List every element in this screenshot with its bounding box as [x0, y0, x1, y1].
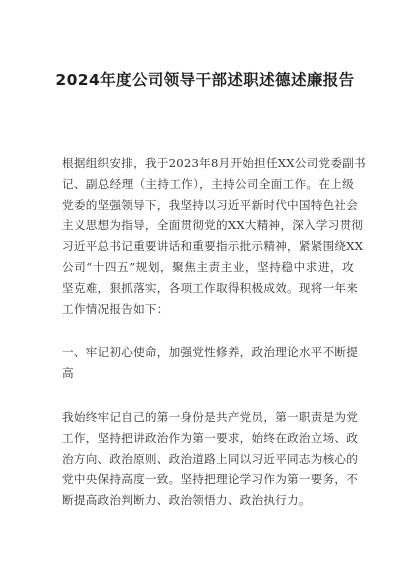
paragraph-line: 工作情况报告如下： — [62, 301, 169, 316]
paragraph-line: 治方向、政治原则、政治道路上同以习近平同志为核心的 — [62, 451, 359, 466]
paragraph-line: 主义思想为指导，全面贯彻党的XX大精神，深入学习贯彻 — [62, 218, 364, 233]
paragraph-line: 党中央保持高度一致。坚持把理论学习作为第一要务，不 — [62, 472, 359, 487]
paragraph-line: 习近平总书记重要讲话和重要指示批示精神，紧紧围绕XX — [62, 239, 364, 254]
body-paragraph — [62, 407, 359, 511]
paragraph-line: 根据组织安排，我于2023年8月开始担任XX公司党委副书 — [62, 156, 366, 170]
paragraph-line: 党委的坚强领导下，我坚持以习近平新时代中国特色社会 — [62, 197, 359, 212]
intro-paragraph — [62, 153, 366, 319]
paragraph-line: 记、副总经理（主持工作），主持公司全面工作。在上级 — [62, 176, 354, 191]
section-heading — [62, 342, 359, 384]
paragraph-line: 工作，坚持把讲政治作为第一要求，始终在政治立场、政 — [62, 430, 359, 445]
paragraph-line: 坚克难，狠抓落实，各项工作取得积极成效。现将一年来 — [62, 280, 359, 295]
heading-line: 一、牢记初心使命，加强党性修养，政治理论水平不断提 — [62, 345, 359, 359]
paragraph-line: 公司“十四五”规划，聚焦主责主业，坚持稳中求进，攻 — [62, 259, 354, 274]
paragraph-line: 断提高政治判断力、政治领悟力、政治执行力。 — [62, 493, 311, 508]
heading-line: 高 — [62, 365, 74, 380]
document-title: 2024年度公司领导干部述职述德述廉报告 — [55, 71, 355, 89]
paragraph-line: 我始终牢记自己的第一身份是共产党员，第一职责是为党 — [62, 410, 359, 424]
